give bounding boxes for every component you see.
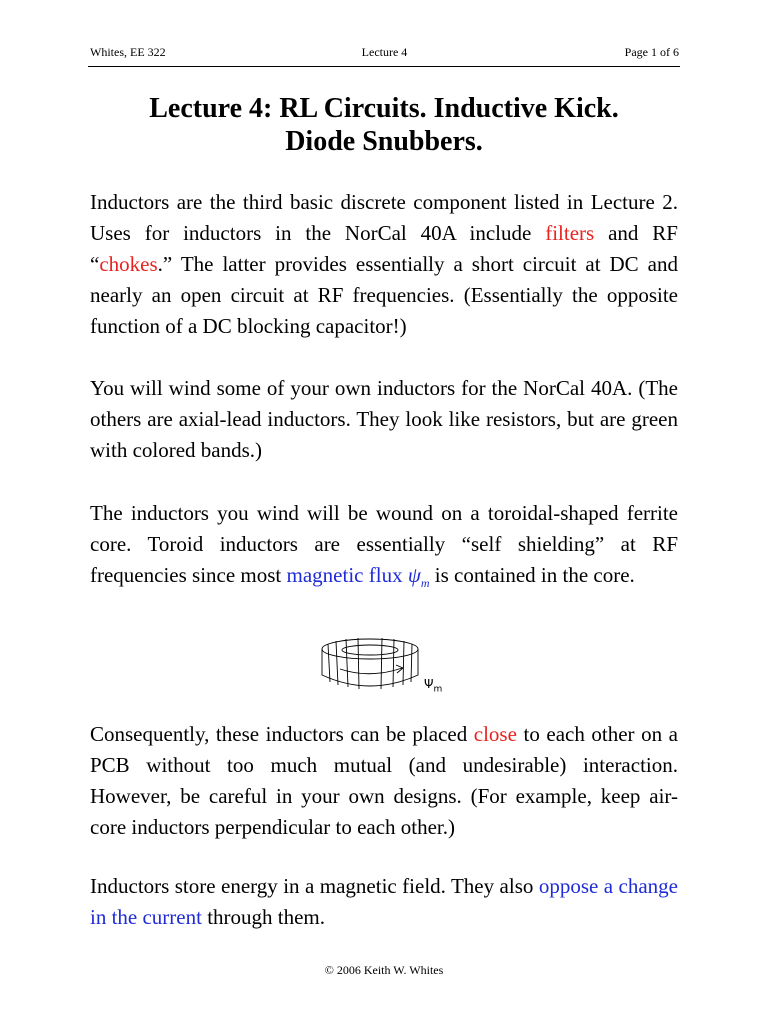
header-lecture: Lecture 4 [361,45,408,59]
page-title [88,92,680,158]
paragraph-winding: You will wind some of your own inductors for the NorCal 40A. (The others are axial-lead inductors. They look like resistors, but are green with colored bands.) [90,376,678,462]
magnetic-flux-link: magnetic flux [286,563,403,587]
header-page-number: Page 1 of 6 [624,45,679,59]
flux-arrow [340,668,402,674]
oppose-change-link: oppose a change in the current [90,874,679,929]
p1-text-3: .” The latter provides essentially a short circuit at DC and nearly an open circuit at RF frequencies. (Essentially the opposite function of a DC blocking capacitor!) [90,252,678,338]
title-line-1: Lecture 4: RL Circuits. Inductive Kick. [149,93,619,124]
close-link: close [473,722,517,746]
p1-text-1: Inductors are the third basic discrete component listed in Lecture 2. Uses for inductors in the NorCal 40A include [90,190,678,245]
paragraph-intro [90,187,678,342]
figure-flux-label [424,677,442,694]
header-rule [88,66,680,67]
paragraph-placement [90,719,678,843]
page-header [90,45,679,65]
filters-link: filters [545,221,595,245]
figure-label-sub: m [433,684,443,695]
p4-text-1: Consequently, these inductors can be placed [90,722,474,746]
paragraph-energy [90,871,678,933]
chokes-link: chokes [99,252,158,276]
title-line-2: Diode Snubbers. [285,126,483,157]
p5-text-1: Inductors store energy in a magnetic field. They also [90,874,539,898]
p3-text-2: is contained in the core. [429,563,635,587]
toroid-inner [342,645,398,655]
header-course: Whites, EE 322 [90,45,166,59]
flux-symbol-psi: ψ [407,563,421,587]
figure-label-psi: Ψ [424,677,434,691]
flux-symbol [407,563,430,591]
p5-text-2: through them. [201,905,326,929]
paragraph-toroid [90,498,678,599]
toroid-windings [328,638,412,689]
p1-text-2: and RF “ [90,221,678,276]
p4-text-2: to each other on a PCB without too much mutual (and undesirable) interaction. However, be careful in your own designs. (For example, keep air-core inductors perpendicular to each other.) [90,722,678,839]
page-footer: © 2006 Keith W. Whites [324,963,444,977]
flux-symbol-sub: m [420,576,430,591]
p3-text-1: The inductors you wind will be wound on a toroidal-shaped ferrite core. Toroid inductors are essentially “self shielding” at RF frequencies since most [90,501,678,587]
